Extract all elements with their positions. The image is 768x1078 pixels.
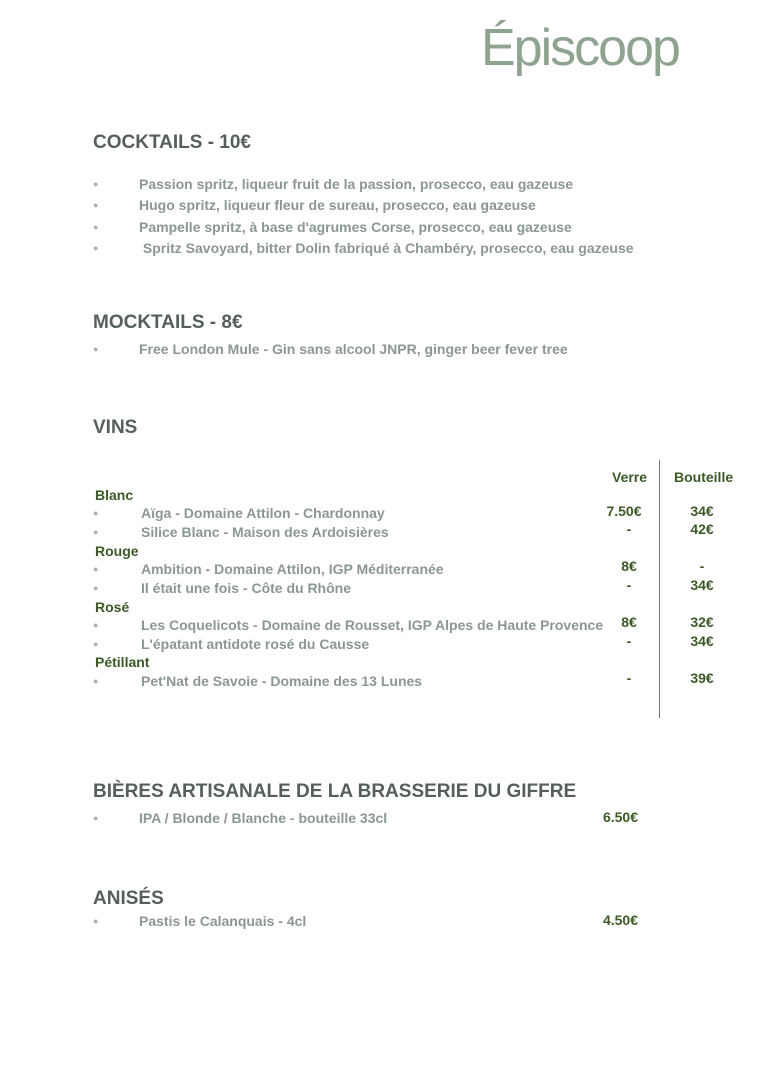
bullet-icon: ● — [93, 812, 99, 823]
wine-name: Il était une fois - Côte du Rhône — [141, 580, 351, 596]
wine-bottle-price: - — [699, 558, 705, 574]
col-header-glass: Verre — [612, 469, 648, 485]
anise-name: Pastis le Calanquais - 4cl — [139, 912, 307, 929]
wine-bottle-price: 34€ — [690, 577, 714, 593]
wine-category: Rouge — [95, 543, 139, 559]
mocktail-name: Free London Mule - Gin sans alcool JNPR, ginger beer fever tree — [139, 340, 568, 357]
list-item — [93, 910, 306, 932]
bullet-icon: ● — [93, 564, 99, 574]
mocktails-heading: MOCKTAILS - 8€ — [93, 312, 243, 333]
wine-row — [93, 580, 351, 596]
bieres-list — [93, 807, 387, 829]
bullet-icon: ● — [93, 221, 99, 232]
list-item — [93, 338, 568, 360]
wine-name: Silice Blanc - Maison des Ardoisières — [141, 524, 389, 540]
cocktail-name: Spritz Savoyard, bitter Dolin fabriqué à Chambéry, prosecco, eau gazeuse — [139, 240, 634, 257]
col-header-bottle: Bouteille — [674, 469, 734, 485]
wine-category: Pétillant — [95, 654, 150, 670]
episcoop-logo — [481, 19, 679, 77]
list-item — [93, 807, 387, 829]
wine-row — [93, 617, 603, 633]
bullet-icon: ● — [93, 676, 99, 686]
wine-glass-price: - — [626, 670, 632, 686]
list-item — [93, 216, 634, 238]
column-divider — [659, 460, 660, 718]
wine-glass-price: 8€ — [621, 614, 637, 630]
wine-bottle-price: 34€ — [690, 503, 714, 519]
bullet-icon: ● — [93, 620, 99, 630]
wine-glass-price: 8€ — [621, 558, 637, 574]
list-item — [93, 173, 634, 195]
wine-category: Rosé — [95, 599, 130, 615]
wine-name: Aïga - Domaine Attilon - Chardonnay — [141, 505, 385, 521]
mocktails-list — [93, 338, 568, 360]
beer-price: 6.50€ — [602, 809, 638, 825]
bieres-heading: BIÈRES ARTISANALE DE LA BRASSERIE DU GIFFRE — [93, 781, 577, 802]
bullet-icon: ● — [93, 243, 99, 254]
bullet-icon: ● — [93, 527, 99, 537]
cocktail-name: Passion spritz, liqueur fruit de la passion, prosecco, eau gazeuse — [139, 175, 574, 192]
list-item — [93, 238, 634, 260]
wine-category: Blanc — [95, 487, 134, 503]
bullet-icon: ● — [93, 200, 99, 211]
wine-bottle-price: 34€ — [690, 633, 714, 649]
wine-name: Pet'Nat de Savoie - Domaine des 13 Lunes — [141, 673, 423, 689]
cocktails-list — [93, 173, 634, 259]
bullet-icon: ● — [93, 343, 99, 354]
wine-name: Ambition - Domaine Attilon, IGP Méditerranée — [141, 561, 444, 577]
wine-name: L'épatant antidote rosé du Causse — [141, 636, 370, 652]
wine-bottle-price: 42€ — [690, 521, 714, 537]
wine-row — [93, 505, 385, 521]
wine-row — [93, 673, 422, 689]
anises-heading: ANISÉS — [93, 888, 164, 909]
list-item — [93, 195, 634, 217]
wine-row — [93, 636, 369, 652]
wine-bottle-price: 32€ — [690, 614, 714, 630]
wine-row — [93, 561, 444, 577]
cocktail-name: Hugo spritz, liqueur fleur de sureau, prosecco, eau gazeuse — [139, 197, 536, 214]
cocktails-heading: COCKTAILS - 10€ — [93, 132, 252, 153]
beer-name: IPA / Blonde / Blanche - bouteille 33cl — [139, 809, 388, 826]
bullet-icon: ● — [93, 508, 99, 518]
wine-name: Les Coquelicots - Domaine de Rousset, IGP Alpes de Haute Provence — [141, 617, 604, 633]
anise-price: 4.50€ — [602, 912, 638, 928]
vins-heading: VINS — [93, 417, 138, 438]
wine-glass-price: - — [626, 521, 632, 537]
wine-glass-price: - — [626, 577, 632, 593]
bullet-icon: ● — [93, 178, 99, 189]
anises-list — [93, 910, 306, 932]
wine-bottle-price: 39€ — [690, 670, 714, 686]
bullet-icon: ● — [93, 915, 99, 926]
wine-glass-price: 7.50€ — [606, 503, 642, 519]
bullet-icon: ● — [93, 639, 99, 649]
wine-glass-price: - — [626, 633, 632, 649]
bullet-icon: ● — [93, 583, 99, 593]
cocktail-name: Pampelle spritz, à base d'agrumes Corse, prosecco, eau gazeuse — [139, 218, 572, 235]
wine-row — [93, 524, 389, 540]
logo-text: Épiscoop — [481, 19, 679, 77]
